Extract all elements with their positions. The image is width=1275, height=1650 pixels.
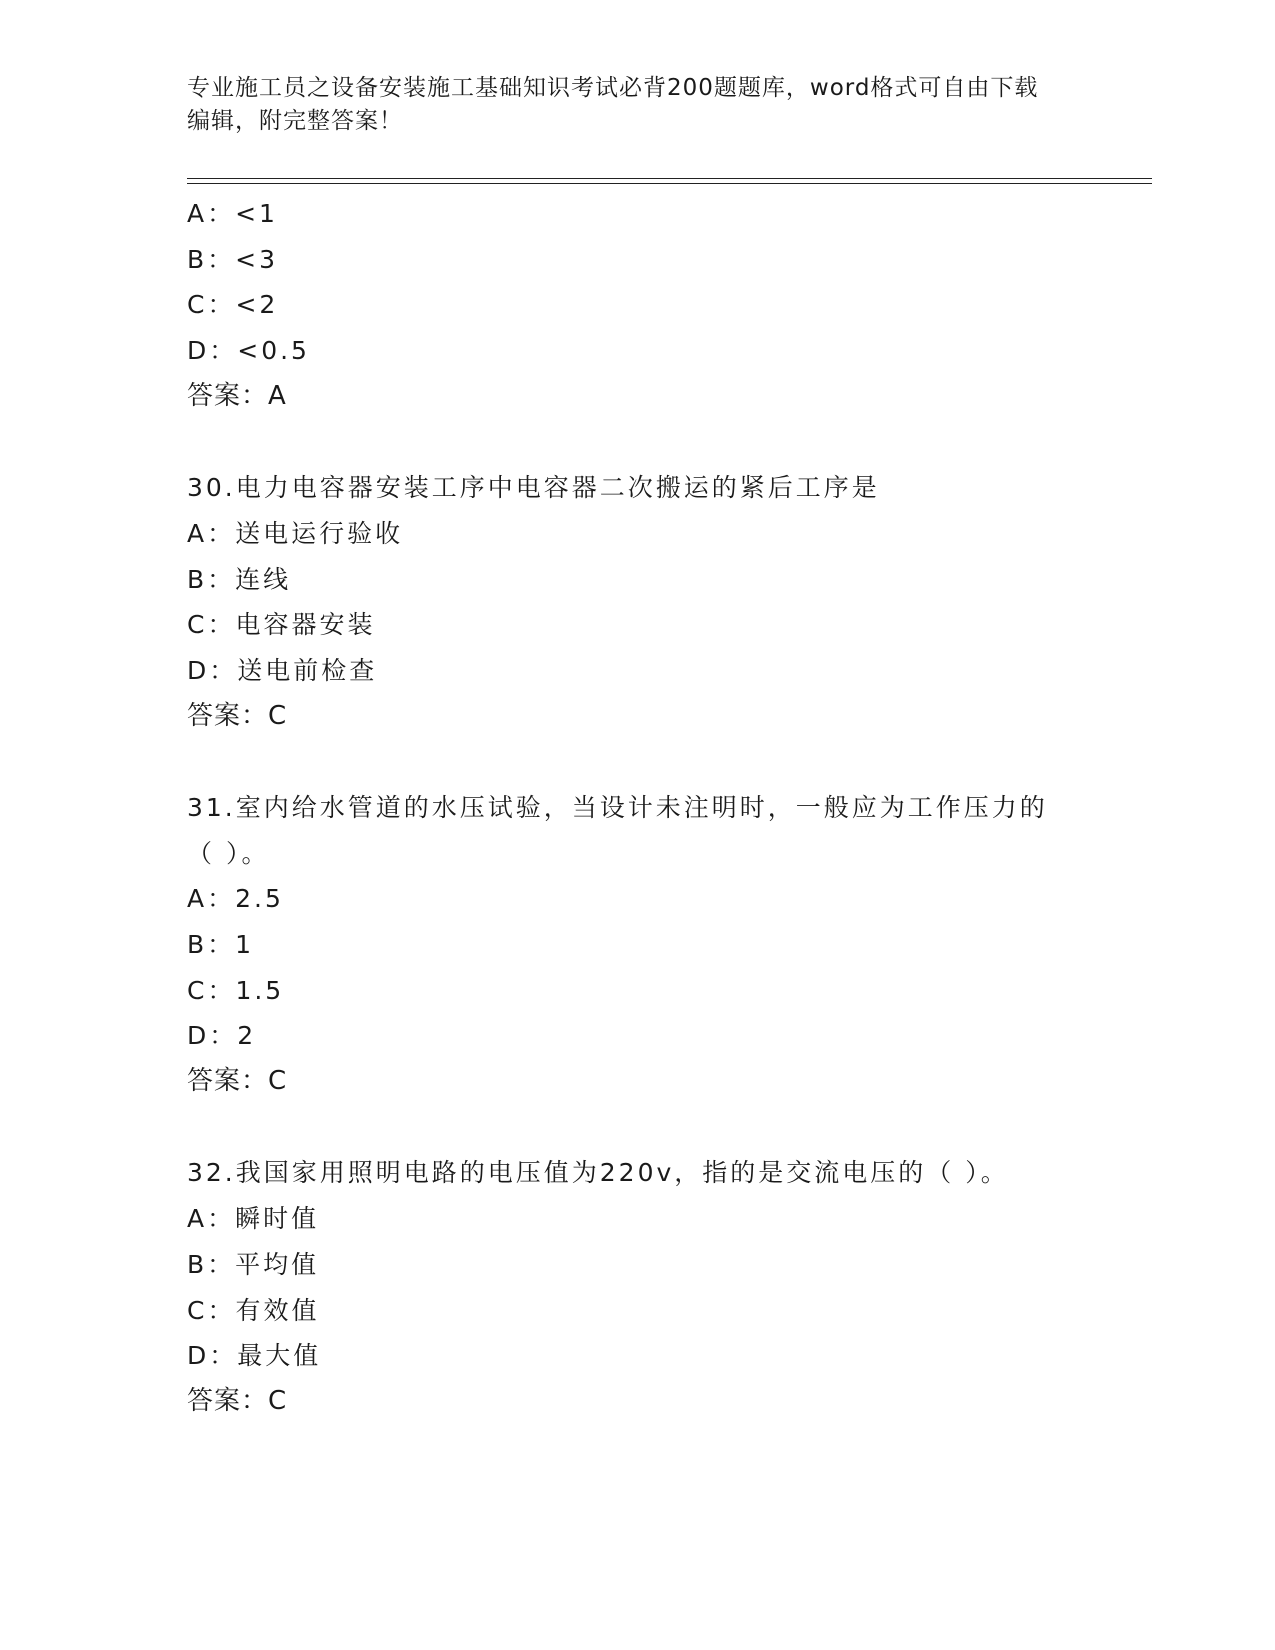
question-stem-line-1: 31.室内给水管道的水压试验，当设计未注明时，一般应为工作压力的	[187, 792, 1048, 822]
answer-line: 答案：C	[187, 700, 288, 731]
option-d: D：2	[187, 1021, 257, 1051]
option-a: A：<1	[187, 199, 278, 228]
option-c: C：1.5	[187, 975, 285, 1005]
question-30	[187, 465, 1147, 739]
option-b: B：1	[187, 930, 255, 959]
spacer	[187, 1105, 1147, 1151]
option-a: A：送电运行验收	[187, 518, 404, 548]
answer-line: 答案：A	[187, 380, 287, 411]
option-d: D：送电前检查	[187, 655, 378, 685]
option-b: B：连线	[187, 564, 292, 594]
spacer	[187, 739, 1147, 785]
option-a: A：瞬时值	[187, 1204, 320, 1234]
answer-line: 答案：C	[187, 1066, 288, 1097]
option-d: D：<0.5	[187, 336, 310, 366]
option-c: C：<2	[187, 290, 279, 320]
question-29-continued	[187, 191, 1147, 419]
question-list	[187, 191, 1147, 1425]
option-c: C：电容器安装	[187, 610, 376, 640]
spacer	[187, 419, 1147, 465]
header-divider-bottom	[187, 183, 1152, 184]
question-32	[187, 1150, 1147, 1424]
document-header-title: 专业施工员之设备安装施工基础知识考试必背200题题库，word格式可自由下载 编辑，附完整答案！	[187, 75, 1039, 134]
option-c: C：有效值	[187, 1295, 320, 1325]
answer-line: 答案：C	[187, 1385, 288, 1416]
question-stem-line-2: （ ）。	[187, 838, 270, 868]
question-stem: 30.电力电容器安装工序中电容器二次搬运的紧后工序是	[187, 473, 880, 503]
option-d: D：最大值	[187, 1341, 322, 1371]
option-b: B：平均值	[187, 1249, 320, 1279]
option-b: B：<3	[187, 244, 279, 274]
question-stem: 32.我国家用照明电路的电压值为220v，指的是交流电压的（ ）。	[187, 1158, 1009, 1188]
header-divider-top	[187, 178, 1152, 179]
option-a: A：2.5	[187, 884, 284, 914]
question-31	[187, 785, 1147, 1105]
